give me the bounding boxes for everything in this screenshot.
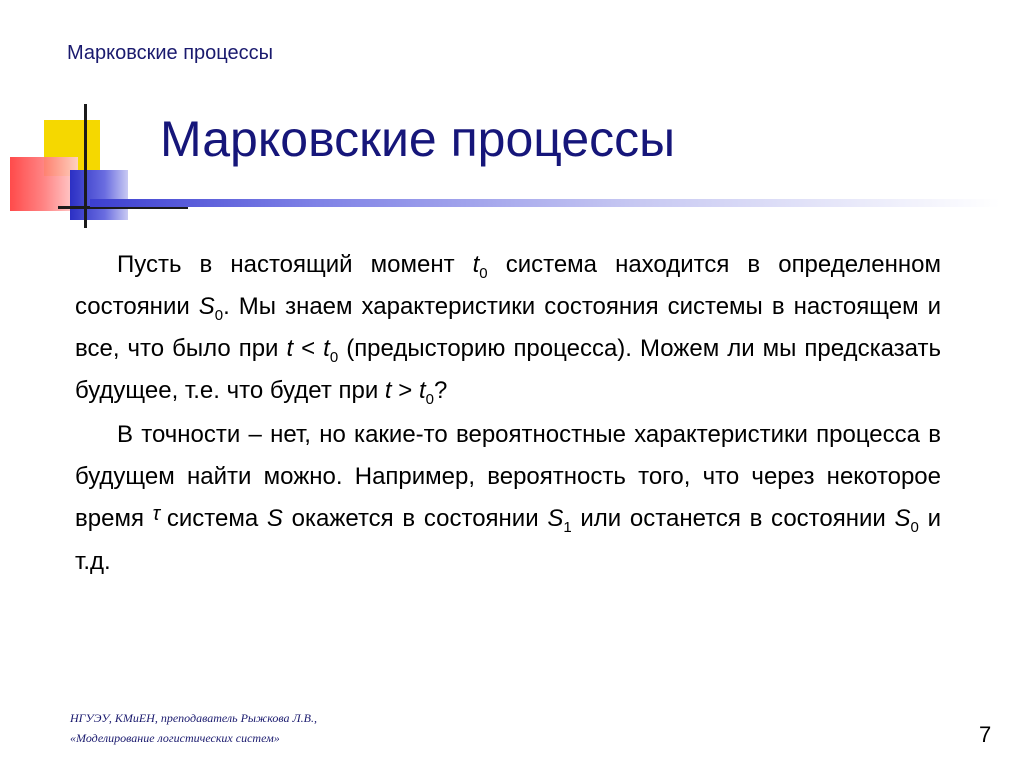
greater-than: > [391,377,419,404]
S0-var: S [198,293,215,320]
t2-var: t [384,377,392,404]
S1-var: S [547,505,564,532]
t0b-var: t [323,335,330,362]
t0b-sub: 0 [329,348,339,366]
t0-var: t [472,251,480,278]
p1-text-5: ? [433,377,448,404]
t0c-var: t [418,377,426,404]
t0c-sub: 0 [425,390,434,408]
slide-body [75,244,941,583]
red-square [10,157,78,211]
vertical-line [84,104,87,228]
S-var: S [266,505,283,532]
footer-line-1: НГУЭУ, КМиЕН, преподаватель Рыжкова Л.В., [70,711,317,725]
slide-title: Марковские процессы [160,111,676,167]
title-underline [90,199,1000,207]
paragraph-1 [75,244,941,412]
S0b-var: S [894,505,911,532]
paragraph-2 [75,414,941,583]
p1-text-4: (предысторию процесса). Можем ли мы предсказать будущее, т.е. что будет при [75,335,941,404]
blue-square [70,170,128,220]
t0-sub: 0 [479,264,488,282]
p2-text-2: система [158,505,267,532]
S0-sub: 0 [214,306,224,324]
less-than: < [293,335,324,362]
p2-text-5: и т.д. [75,505,941,575]
slide-header: Марковские процессы [67,42,274,64]
p2-text-3: окажется в состоянии [282,505,548,532]
S0b-sub: 0 [910,518,919,536]
footer-line-2: «Моделирование логистических систем» [70,731,280,745]
page-number: 7 [979,722,992,747]
tau-symbol: τ [152,503,159,525]
S1-sub: 1 [563,518,572,536]
slide-footer [70,708,317,748]
p1-text-2: система находится в определенном состоянии [75,251,941,320]
p1-text-1: Пусть в настоящий момент [117,251,473,278]
p2-text-1: В точности – нет, но какие-то вероятностные характеристики процесса в будущем найти можно. Например, вероятность того, что через некоторое время [75,421,941,532]
p1-text-3: . Мы знаем характеристики состояния системы в настоящем и все, что было при [75,293,941,362]
p2-text-4: или останется в состоянии [571,505,895,532]
t-var: t [286,335,294,362]
